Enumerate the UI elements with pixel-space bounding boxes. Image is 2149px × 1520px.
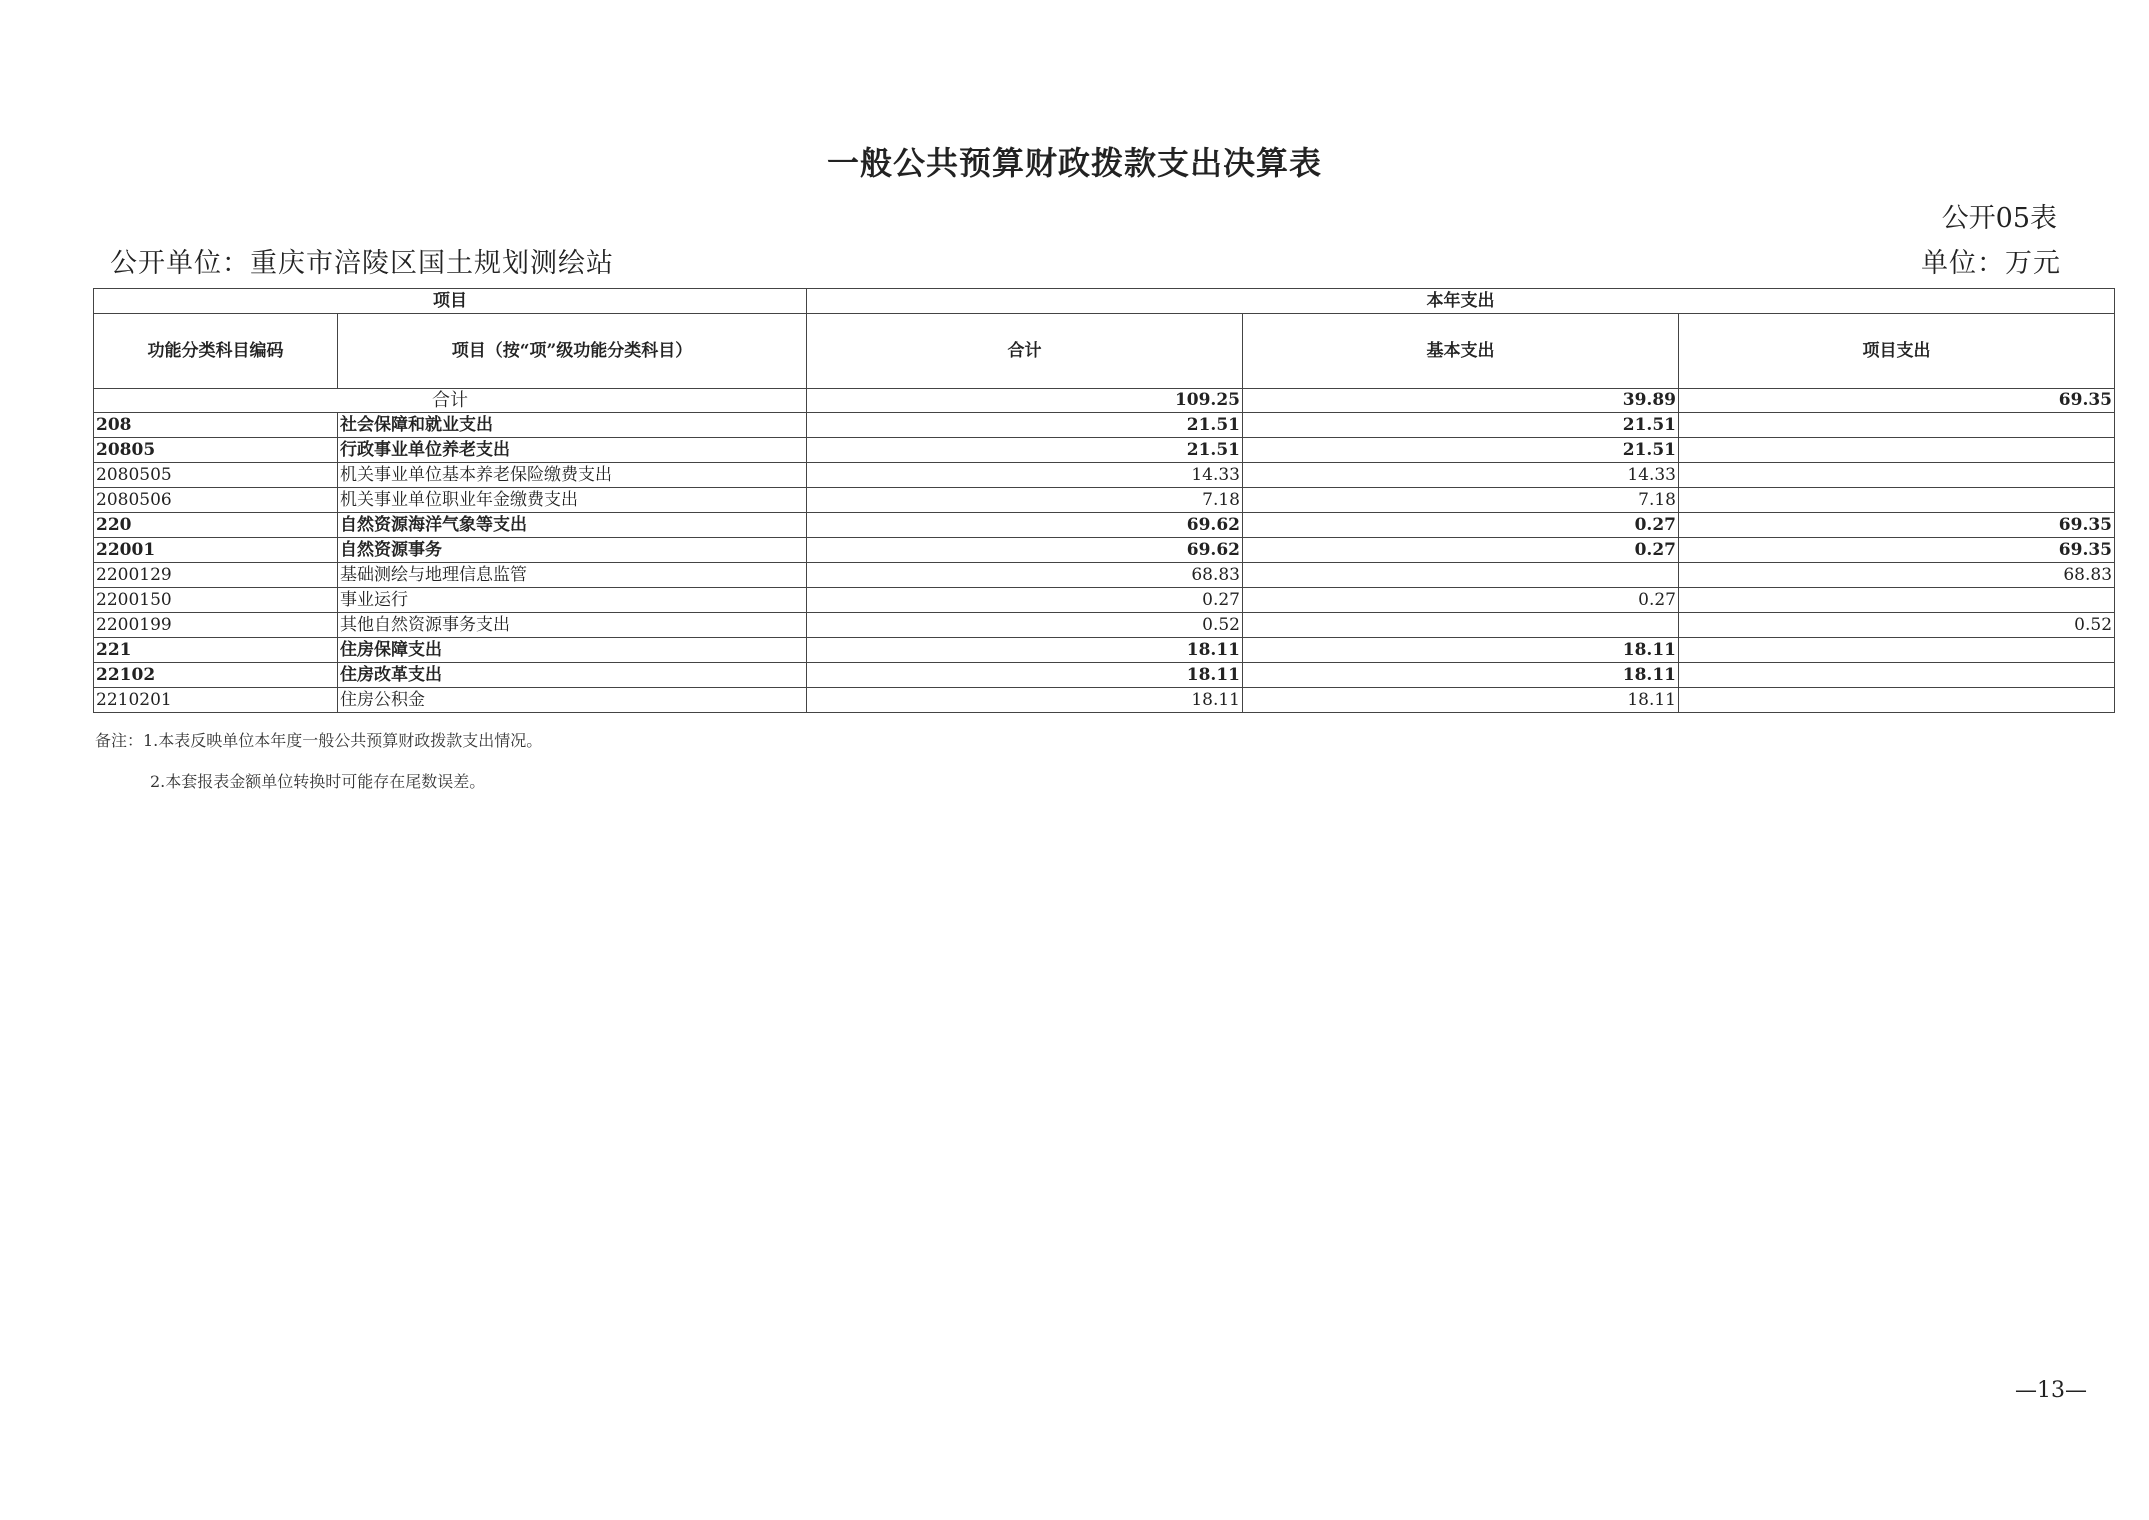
row-project (1679, 663, 2115, 688)
page-title: 一般公共预算财政拨款支出决算表 (826, 144, 1322, 182)
table-row (94, 438, 2115, 463)
header-name: 项目（按“项”级功能分类科目） (338, 314, 807, 389)
header-project-group: 项目 (94, 289, 807, 314)
total-sum: 109.25 (807, 389, 1243, 413)
row-basic (1243, 613, 1679, 638)
row-project (1679, 413, 2115, 438)
header-basic: 基本支出 (1243, 314, 1679, 389)
row-name: 社会保障和就业支出 (338, 413, 807, 438)
total-label: 合计 (94, 389, 807, 413)
row-code: 221 (94, 638, 338, 663)
reporting-unit: 公开单位：重庆市涪陵区国土规划测绘站 (110, 248, 614, 279)
row-code: 20805 (94, 438, 338, 463)
row-project: 0.52 (1679, 613, 2115, 638)
row-basic: 21.51 (1243, 438, 1679, 463)
row-name: 自然资源海洋气象等支出 (338, 513, 807, 538)
row-code: 2210201 (94, 688, 338, 713)
table-row (94, 413, 2115, 438)
header-total: 合计 (807, 314, 1243, 389)
row-project: 69.35 (1679, 538, 2115, 563)
total-basic: 39.89 (1243, 389, 1679, 413)
row-code: 208 (94, 413, 338, 438)
row-total: 0.52 (807, 613, 1243, 638)
row-name: 住房保障支出 (338, 638, 807, 663)
row-project (1679, 438, 2115, 463)
row-basic: 14.33 (1243, 463, 1679, 488)
table-row (94, 538, 2115, 563)
row-name: 基础测绘与地理信息监管 (338, 563, 807, 588)
row-project: 68.83 (1679, 563, 2115, 588)
row-code: 2080506 (94, 488, 338, 513)
header-project: 项目支出 (1679, 314, 2115, 389)
row-basic: 18.11 (1243, 688, 1679, 713)
row-name: 行政事业单位养老支出 (338, 438, 807, 463)
row-total: 18.11 (807, 663, 1243, 688)
row-total: 14.33 (807, 463, 1243, 488)
table-row (94, 488, 2115, 513)
header-row-group (94, 289, 2115, 314)
row-code: 2200150 (94, 588, 338, 613)
note-1: 备注：1.本表反映单位本年度一般公共预算财政拨款支出情况。 (95, 731, 543, 750)
row-name: 事业运行 (338, 588, 807, 613)
row-basic: 0.27 (1243, 538, 1679, 563)
row-basic (1243, 563, 1679, 588)
row-project (1679, 638, 2115, 663)
table-row (94, 463, 2115, 488)
budget-table (93, 288, 2115, 713)
row-name: 机关事业单位基本养老保险缴费支出 (338, 463, 807, 488)
table-row (94, 588, 2115, 613)
row-project (1679, 463, 2115, 488)
row-total: 69.62 (807, 513, 1243, 538)
table-row (94, 638, 2115, 663)
table-row (94, 613, 2115, 638)
row-name: 自然资源事务 (338, 538, 807, 563)
row-project (1679, 688, 2115, 713)
row-code: 2200129 (94, 563, 338, 588)
row-name: 住房公积金 (338, 688, 807, 713)
row-project: 69.35 (1679, 513, 2115, 538)
header-year-group: 本年支出 (807, 289, 2115, 314)
row-project (1679, 488, 2115, 513)
row-total: 18.11 (807, 638, 1243, 663)
table-row (94, 563, 2115, 588)
note-2: 2.本套报表金额单位转换时可能存在尾数误差。 (150, 772, 486, 791)
table-row (94, 513, 2115, 538)
header-code: 功能分类科目编码 (94, 314, 338, 389)
currency-unit: 单位：万元 (1921, 248, 2061, 279)
row-basic: 21.51 (1243, 413, 1679, 438)
total-project: 69.35 (1679, 389, 2115, 413)
table-row (94, 688, 2115, 713)
page-number: —13— (2015, 1378, 2087, 1403)
row-basic: 18.11 (1243, 663, 1679, 688)
row-code: 2200199 (94, 613, 338, 638)
row-basic: 0.27 (1243, 513, 1679, 538)
row-basic: 18.11 (1243, 638, 1679, 663)
row-total: 68.83 (807, 563, 1243, 588)
table-row (94, 663, 2115, 688)
row-code: 22102 (94, 663, 338, 688)
row-basic: 0.27 (1243, 588, 1679, 613)
row-code: 220 (94, 513, 338, 538)
row-code: 2080505 (94, 463, 338, 488)
header-row-columns (94, 314, 2115, 389)
total-row (94, 389, 2115, 413)
row-project (1679, 588, 2115, 613)
row-total: 21.51 (807, 413, 1243, 438)
row-name: 机关事业单位职业年金缴费支出 (338, 488, 807, 513)
row-total: 0.27 (807, 588, 1243, 613)
row-total: 7.18 (807, 488, 1243, 513)
row-name: 其他自然资源事务支出 (338, 613, 807, 638)
row-code: 22001 (94, 538, 338, 563)
row-basic: 7.18 (1243, 488, 1679, 513)
row-total: 69.62 (807, 538, 1243, 563)
row-total: 18.11 (807, 688, 1243, 713)
row-name: 住房改革支出 (338, 663, 807, 688)
table-number: 公开05表 (1941, 203, 2057, 234)
row-total: 21.51 (807, 438, 1243, 463)
